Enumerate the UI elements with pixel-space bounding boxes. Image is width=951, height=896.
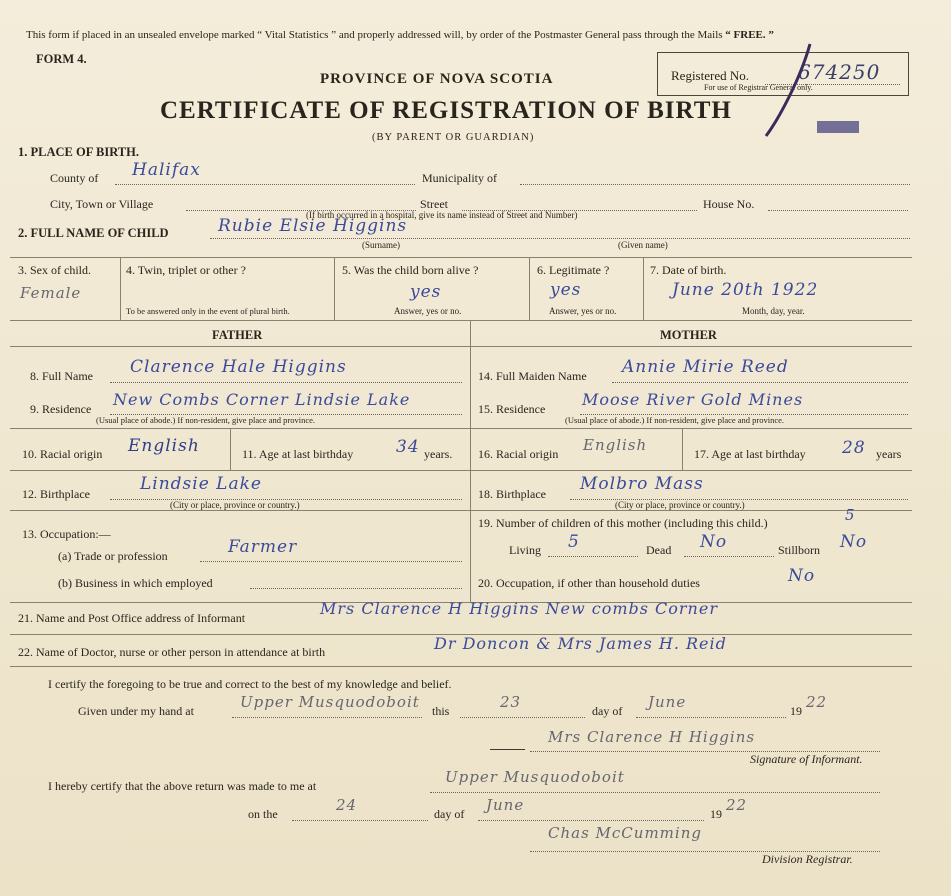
children-count-value: 5: [845, 506, 856, 524]
mother-age-value: 28: [842, 438, 866, 458]
mother-racial-value: English: [583, 436, 648, 454]
given-day-value: 23: [500, 693, 522, 711]
given-month-value: June: [648, 693, 687, 711]
return-month-value: June: [486, 796, 525, 814]
born-alive-value: yes: [410, 282, 442, 302]
page-title: CERTIFICATE OF REGISTRATION OF BIRTH: [160, 97, 732, 124]
dead-value: No: [700, 532, 728, 552]
return-place-value: Upper Musquodoboit: [445, 768, 625, 786]
attendant-value: Dr Doncon & Mrs James H. Reid: [434, 634, 727, 653]
child-name-value: Rubie Elsie Higgins: [218, 216, 408, 236]
father-heading: FATHER: [212, 328, 263, 342]
registrar-signature: Chas McCumming: [548, 824, 702, 842]
birth-certificate: This form if placed in an unsealed envelope marked “ Vital Statistics ” and properly addressed will, by order of the Postmaster General pass through the Mails “ FREE. ” FORM 4. PROVINCE OF NOVA SCOTIA CERTIFICATE OF REGISTRATION OF BIRTH (BY PARENT OR GUARDIAN) Registered No. 674250 For use of Registrar General only. 1. PLACE OF BIRTH. County of Halifax Municipality of City, Town or Village Street House No. (If birth occurred in a hospital, give its name instead of Street and Number) 2. FULL NAME OF CHILD Rubie Elsie Higgins (Surname) (Given name) 3. Sex of child. Female 4. Twin, triplet or other ? To be answered only in the event of plural birth. 5. Was the child born alive ? yes Answer, yes or no. 6. Legitimate ? yes Answer, yes or no. 7. Date of birth. June 20th 1922 Month, day, year. FATHER MOTHER 8. Full Name Clarence Hale Higgins 9. Residence New Combs Corner Lindsie Lake (Usual place of abode.) If non-resident, give place and province. 10. Racial origin English 11. Age at last birthday 34 years. 12. Birthplace Lindsie Lake (City or place, province or country.) 14. Full Maiden Name Annie Mirie Reed 15. Residence Moose River Gold Mines (Usual place of abode.) If non-resident, give place and province. 16. Racial origin English 17. Age at last birthday 28 years 18. Birthplace Molbro Mass (City or place, province or country.) 13. Occupation:— (a) Trade or profession Farmer (b) Business in which employed 19. Number of children of this mother (including this child.) 5 Living 5 Dead No Stillborn No 20. Occupation, if other than household duties No 21. Name and Post Office address of Informant Mrs Clarence H Higgins New combs Corner 22. Name of Doctor, nurse or other person in attendance at birth Dr Doncon & Mrs James H. Reid I certify the foregoing to be true and correct to the best of my knowledge and belief. Given under my hand at Upper Musquodoboit this 23 day of June 19 22 Mrs Clarence H Higgins Signature of Informant. I hereby certify that the above return was made to me at Upper Musquodoboit on the 24 day of June 19 22 Chas McCumming Division Registrar.: [0, 0, 951, 896]
father-age-value: 34: [396, 437, 420, 457]
father-racial-value: English: [128, 436, 200, 456]
form-number: FORM 4.: [36, 52, 87, 66]
given-place-value: Upper Musquodoboit: [240, 693, 420, 711]
sex-value: Female: [20, 284, 82, 302]
mother-heading: MOTHER: [660, 328, 717, 342]
father-name-value: Clarence Hale Higgins: [130, 357, 347, 377]
given-year-value: 22: [806, 693, 828, 711]
occupation-value: Farmer: [228, 537, 298, 557]
province-heading: PROVINCE OF NOVA SCOTIA: [320, 71, 554, 87]
father-birthplace-value: Lindsie Lake: [140, 474, 262, 494]
postal-notice: This form if placed in an unsealed envelope marked “ Vital Statistics ” and properly addressed will, by order of the Postmaster General pass through the Mails “ FREE. ”: [26, 29, 774, 41]
date-of-birth-value: June 20th 1922: [672, 280, 819, 300]
subtitle: (BY PARENT OR GUARDIAN): [372, 132, 535, 143]
living-value: 5: [568, 532, 580, 552]
county-value: Halifax: [132, 160, 201, 180]
informant-signature: Mrs Clarence H Higgins: [548, 728, 756, 746]
mother-residence-value: Moose River Gold Mines: [582, 390, 804, 409]
father-residence-value: New Combs Corner Lindsie Lake: [113, 390, 411, 409]
legitimate-value: yes: [550, 280, 582, 300]
registered-number-box: Registered No. 674250 For use of Registrar General only.: [657, 52, 909, 96]
stillborn-value: No: [840, 532, 868, 552]
return-day-value: 24: [336, 796, 358, 814]
place-of-birth-label: 1. PLACE OF BIRTH.: [18, 145, 139, 159]
mother-birthplace-value: Molbro Mass: [580, 474, 704, 494]
mother-name-value: Annie Mirie Reed: [622, 357, 789, 377]
return-year-value: 22: [726, 796, 748, 814]
registered-number: 674250: [798, 60, 881, 84]
stamp-mark: [817, 121, 859, 133]
registrar-check-mark: [760, 40, 820, 140]
mother-occupation-value: No: [788, 566, 816, 586]
informant-value: Mrs Clarence H Higgins New combs Corner: [320, 599, 718, 618]
child-name-label: 2. FULL NAME OF CHILD: [18, 226, 169, 240]
